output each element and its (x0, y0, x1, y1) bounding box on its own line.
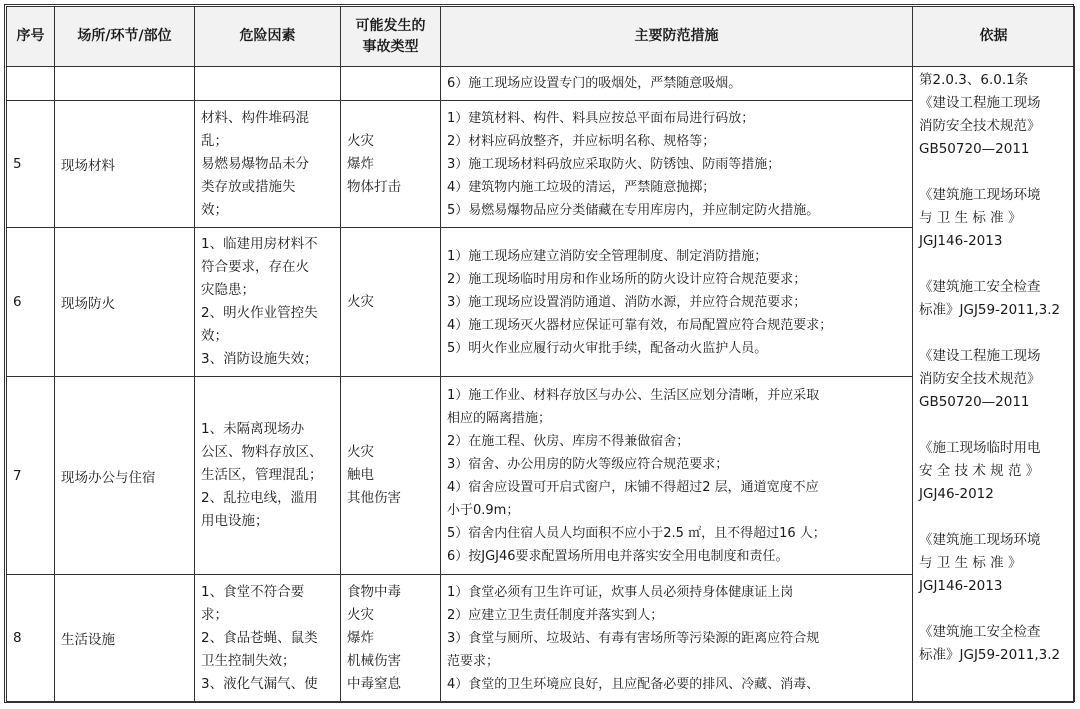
hazard-line: 易燃易爆物品未分 (201, 155, 309, 172)
hazard-line: 2、乱拉电线，滥用 (201, 490, 318, 506)
measure-line: 5）宿舍内住宿人员人均面积不应小于2.5 ㎡，且不得超过16 人； (447, 525, 826, 541)
basis-line: 《建筑施工安全检查 (919, 279, 1041, 295)
hazard-line: 3、消防设施失效； (201, 351, 318, 367)
measure-line: 相应的隔离措施； (447, 410, 552, 426)
basis-line: 与 卫 生 标 准 》 (919, 210, 1022, 226)
measure-line: 5）易燃易爆物品应分类储藏在专用库房内，并应制定防火措施。 (447, 202, 820, 218)
cell-hazard (195, 575, 341, 702)
cell-measures (441, 377, 913, 575)
cell-accident (341, 377, 441, 575)
header-accident-line2: 事故类型 (362, 38, 419, 55)
header-measures: 主要防范措施 (441, 7, 913, 67)
accident-line: 爆炸 (347, 155, 374, 172)
basis-line (919, 414, 1068, 437)
basis-line (919, 322, 1068, 345)
cell-hazard (195, 377, 341, 575)
hazard-line: 1、食堂不符合要 (201, 583, 305, 600)
hazard-line: 生活区，管理混乱； (201, 467, 323, 483)
measure-line: 4）施工现场灭火器材应保证可靠有效，布局配置应符合规范要求； (447, 317, 833, 333)
header-hazard: 危险因素 (195, 7, 341, 67)
cell-place: 现场办公与住宿 (55, 377, 195, 575)
hazard-line: 2、明火作业管控失 (201, 305, 318, 321)
hazard-line: 乱； (201, 132, 228, 149)
cell-seq: 8 (7, 575, 55, 702)
basis-line: 第2.0.3、6.0.1条 (919, 72, 1029, 88)
cell-place (55, 67, 195, 101)
measure-line: 2）施工现场临时用房和作业场所的防火设计应符合规范要求； (447, 271, 807, 287)
basis-line (919, 506, 1068, 529)
basis-line: 《建设工程施工现场 (919, 348, 1041, 364)
cell-measures (441, 101, 913, 228)
cell-place: 现场防火 (55, 228, 195, 377)
risk-table (6, 6, 1075, 702)
measure-line: 6）按JGJ46要求配置场所用电并落实安全用电制度和责任。 (447, 548, 789, 564)
hazard-line: 1、临建用房材料不 (201, 236, 318, 252)
basis-line: GB50720—2011 (919, 141, 1030, 157)
cell-seq: 7 (7, 377, 55, 575)
basis-line: JGJ146-2013 (919, 578, 1003, 594)
cell-seq: 5 (7, 101, 55, 228)
accident-line: 机械伤害 (347, 652, 401, 669)
accident-line: 火灾 (347, 606, 374, 623)
measure-line: 1）食堂必须有卫生许可证，炊事人员必须持身体健康证上岗 (447, 584, 794, 600)
hazard-line: 卫生控制失效； (201, 652, 296, 669)
header-basis: 依据 (913, 7, 1075, 67)
measure-line: 5）明火作业应履行动火审批手续，配备动火监护人员。 (447, 340, 768, 356)
hazard-line: 类存放或措施失 (201, 178, 296, 195)
hazard-line: 符合要求，存在火 (201, 259, 309, 275)
basis-line: 《建筑施工现场环境 (919, 187, 1041, 203)
basis-line: 《建筑施工现场环境 (919, 532, 1041, 548)
measure-line: 3）宿舍、办公用房的防火等级应符合规范要求； (447, 456, 729, 472)
accident-line: 触电 (347, 467, 374, 483)
basis-line: JGJ46-2012 (919, 486, 994, 502)
cell-measures (441, 228, 913, 377)
header-row (7, 7, 1075, 67)
basis-line (919, 598, 1068, 621)
hazard-line: 材料、构件堆码混 (201, 109, 309, 126)
basis-line: 与 卫 生 标 准 》 (919, 555, 1022, 571)
measure-line: 4）食堂的卫生环境应良好，且应配备必要的排风、冷藏、消毒、 (447, 676, 820, 692)
basis-line: 标准》JGJ59-2011,3.2 (919, 647, 1061, 663)
header-seq: 序号 (7, 7, 55, 67)
table-body (7, 67, 1075, 702)
accident-line: 爆炸 (347, 629, 374, 646)
measure-line: 范要求； (447, 653, 500, 669)
cell-place: 生活设施 (55, 575, 195, 702)
basis-line: 《建设工程施工现场 (919, 95, 1041, 111)
cell-accident (341, 67, 441, 101)
measure-line: 4）建筑物内施工垃圾的清运，严禁随意抛掷； (447, 179, 716, 195)
basis-line: 《建筑施工安全检查 (919, 624, 1041, 640)
measure-line: 4）宿舍应设置可开启式窗户，床铺不得超过2 层，通道宽度不应 (447, 479, 819, 495)
hazard-line: 2、食品苍蝇、鼠类 (201, 629, 318, 646)
table-row (7, 67, 1075, 101)
measure-line: 3）施工现场应设置消防通道、消防水源，并应符合规范要求； (447, 294, 807, 310)
accident-line: 火灾 (347, 444, 374, 460)
hazard-line: 3、液化气漏气、使 (201, 675, 318, 692)
basis-line: 消防安全技术规范》 (919, 118, 1041, 134)
measure-line: 1）建筑材料、构件、料具应按总平面布局进行码放； (447, 110, 755, 126)
measure-line: 6）施工现场应设置专门的吸烟处，严禁随意吸烟。 (447, 76, 742, 91)
basis-line: GB50720—2011 (919, 394, 1030, 410)
measure-line: 2）应建立卫生责任制度并落实到人； (447, 607, 664, 623)
accident-line: 中毒窒息 (347, 675, 401, 692)
accident-line: 食物中毒 (347, 583, 401, 600)
hazard-line: 用电设施； (201, 513, 269, 529)
accident-line: 其他伤害 (347, 490, 401, 506)
header-accident-line1: 可能发生的 (355, 17, 426, 34)
measure-line: 1）施工作业、材料存放区与办公、生活区应划分清晰，并应采取 (447, 387, 820, 403)
basis-line: 标准》JGJ59-2011,3.2 (919, 302, 1061, 318)
hazard-line: 求； (201, 606, 228, 623)
measure-line: 小于0.9m； (447, 502, 520, 518)
cell-accident (341, 101, 441, 228)
cell-hazard (195, 101, 341, 228)
cell-seq: 6 (7, 228, 55, 377)
cell-measures (441, 67, 913, 101)
cell-seq (7, 67, 55, 101)
header-place: 场所/环节/部位 (55, 7, 195, 67)
header-accident (341, 7, 441, 67)
cell-measures (441, 575, 913, 702)
basis-line: 安 全 技 术 规 范 》 (919, 463, 1040, 479)
measure-line: 1）施工现场应建立消防安全管理制度、制定消防措施； (447, 248, 768, 264)
hazard-line: 效； (201, 328, 228, 344)
measure-line: 3）施工现场材料码放应采取防火、防锈蚀、防雨等措施； (447, 156, 781, 172)
hazard-line: 灾隐患； (201, 282, 255, 298)
measure-line: 2）材料应码放整齐，并应标明名称、规格等； (447, 133, 716, 149)
basis-line (919, 161, 1068, 184)
accident-line: 火灾 (347, 132, 374, 149)
cell-basis (913, 67, 1075, 702)
risk-table-container (6, 6, 1074, 703)
cell-accident (341, 575, 441, 702)
measure-line: 3）食堂与厕所、垃圾站、有毒有害场所等污染源的距离应符合规 (447, 630, 820, 646)
basis-line (919, 253, 1068, 276)
accident-line: 物体打击 (347, 178, 401, 195)
basis-line: JGJ146-2013 (919, 233, 1003, 249)
cell-accident (341, 228, 441, 377)
basis-line: 消防安全技术规范》 (919, 371, 1041, 387)
cell-hazard (195, 67, 341, 101)
hazard-line: 1、未隔离现场办 (201, 421, 305, 437)
basis-line: 《施工现场临时用电 (919, 440, 1041, 456)
cell-place: 现场材料 (55, 101, 195, 228)
hazard-line: 公区、物料存放区、 (201, 444, 323, 460)
accident-line: 火灾 (347, 293, 374, 310)
hazard-line: 效； (201, 201, 228, 218)
measure-line: 2）在施工程、伙房、库房不得兼做宿舍； (447, 433, 690, 449)
cell-hazard (195, 228, 341, 377)
